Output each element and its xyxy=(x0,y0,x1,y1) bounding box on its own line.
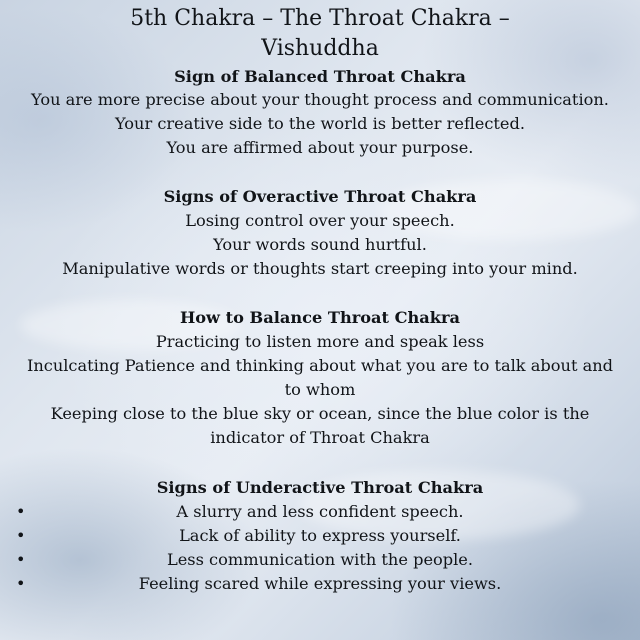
balanced-line: You are affirmed about your purpose. xyxy=(166,138,474,157)
balance-how-line: Practicing to listen more and speak less xyxy=(155,332,485,351)
balance-how-line: to whom xyxy=(284,380,356,399)
balanced-line: You are more precise about your thought process and communication. xyxy=(31,90,609,109)
bullet-dot: • xyxy=(16,502,26,521)
balance-how-heading: How to Balance Throat Chakra xyxy=(179,308,461,327)
bullet-dot: • xyxy=(16,550,26,569)
overactive-heading: Signs of Overactive Throat Chakra xyxy=(163,187,477,206)
title-line-1: 5th Chakra – The Throat Chakra – xyxy=(130,6,510,31)
page-title xyxy=(0,4,640,64)
underactive-item: Feeling scared while expressing your views. xyxy=(138,574,502,593)
bullet-dot: • xyxy=(16,526,26,545)
bullet-dot: • xyxy=(16,574,26,593)
balanced-line: Your creative side to the world is better reflected. xyxy=(115,114,525,133)
underactive-item: Less communication with the people. xyxy=(166,550,474,569)
underactive-item: Lack of ability to express yourself. xyxy=(179,526,461,545)
title-line-2: Vishuddha xyxy=(261,36,379,61)
overactive-line: Losing control over your speech. xyxy=(185,211,455,230)
balance-how-line: Inculcating Patience and thinking about what you are to talk about and xyxy=(26,356,614,375)
overactive-line: Manipulative words or thoughts start creeping into your mind. xyxy=(62,259,578,278)
balanced-heading: Sign of Balanced Throat Chakra xyxy=(174,67,466,86)
balance-how-line: Keeping close to the blue sky or ocean, since the blue color is the xyxy=(50,404,590,423)
overactive-line: Your words sound hurtful. xyxy=(213,235,427,254)
balance-how-line: indicator of Throat Chakra xyxy=(210,428,430,447)
underactive-item: A slurry and less confident speech. xyxy=(176,502,464,521)
underactive-heading: Signs of Underactive Throat Chakra xyxy=(156,478,484,497)
